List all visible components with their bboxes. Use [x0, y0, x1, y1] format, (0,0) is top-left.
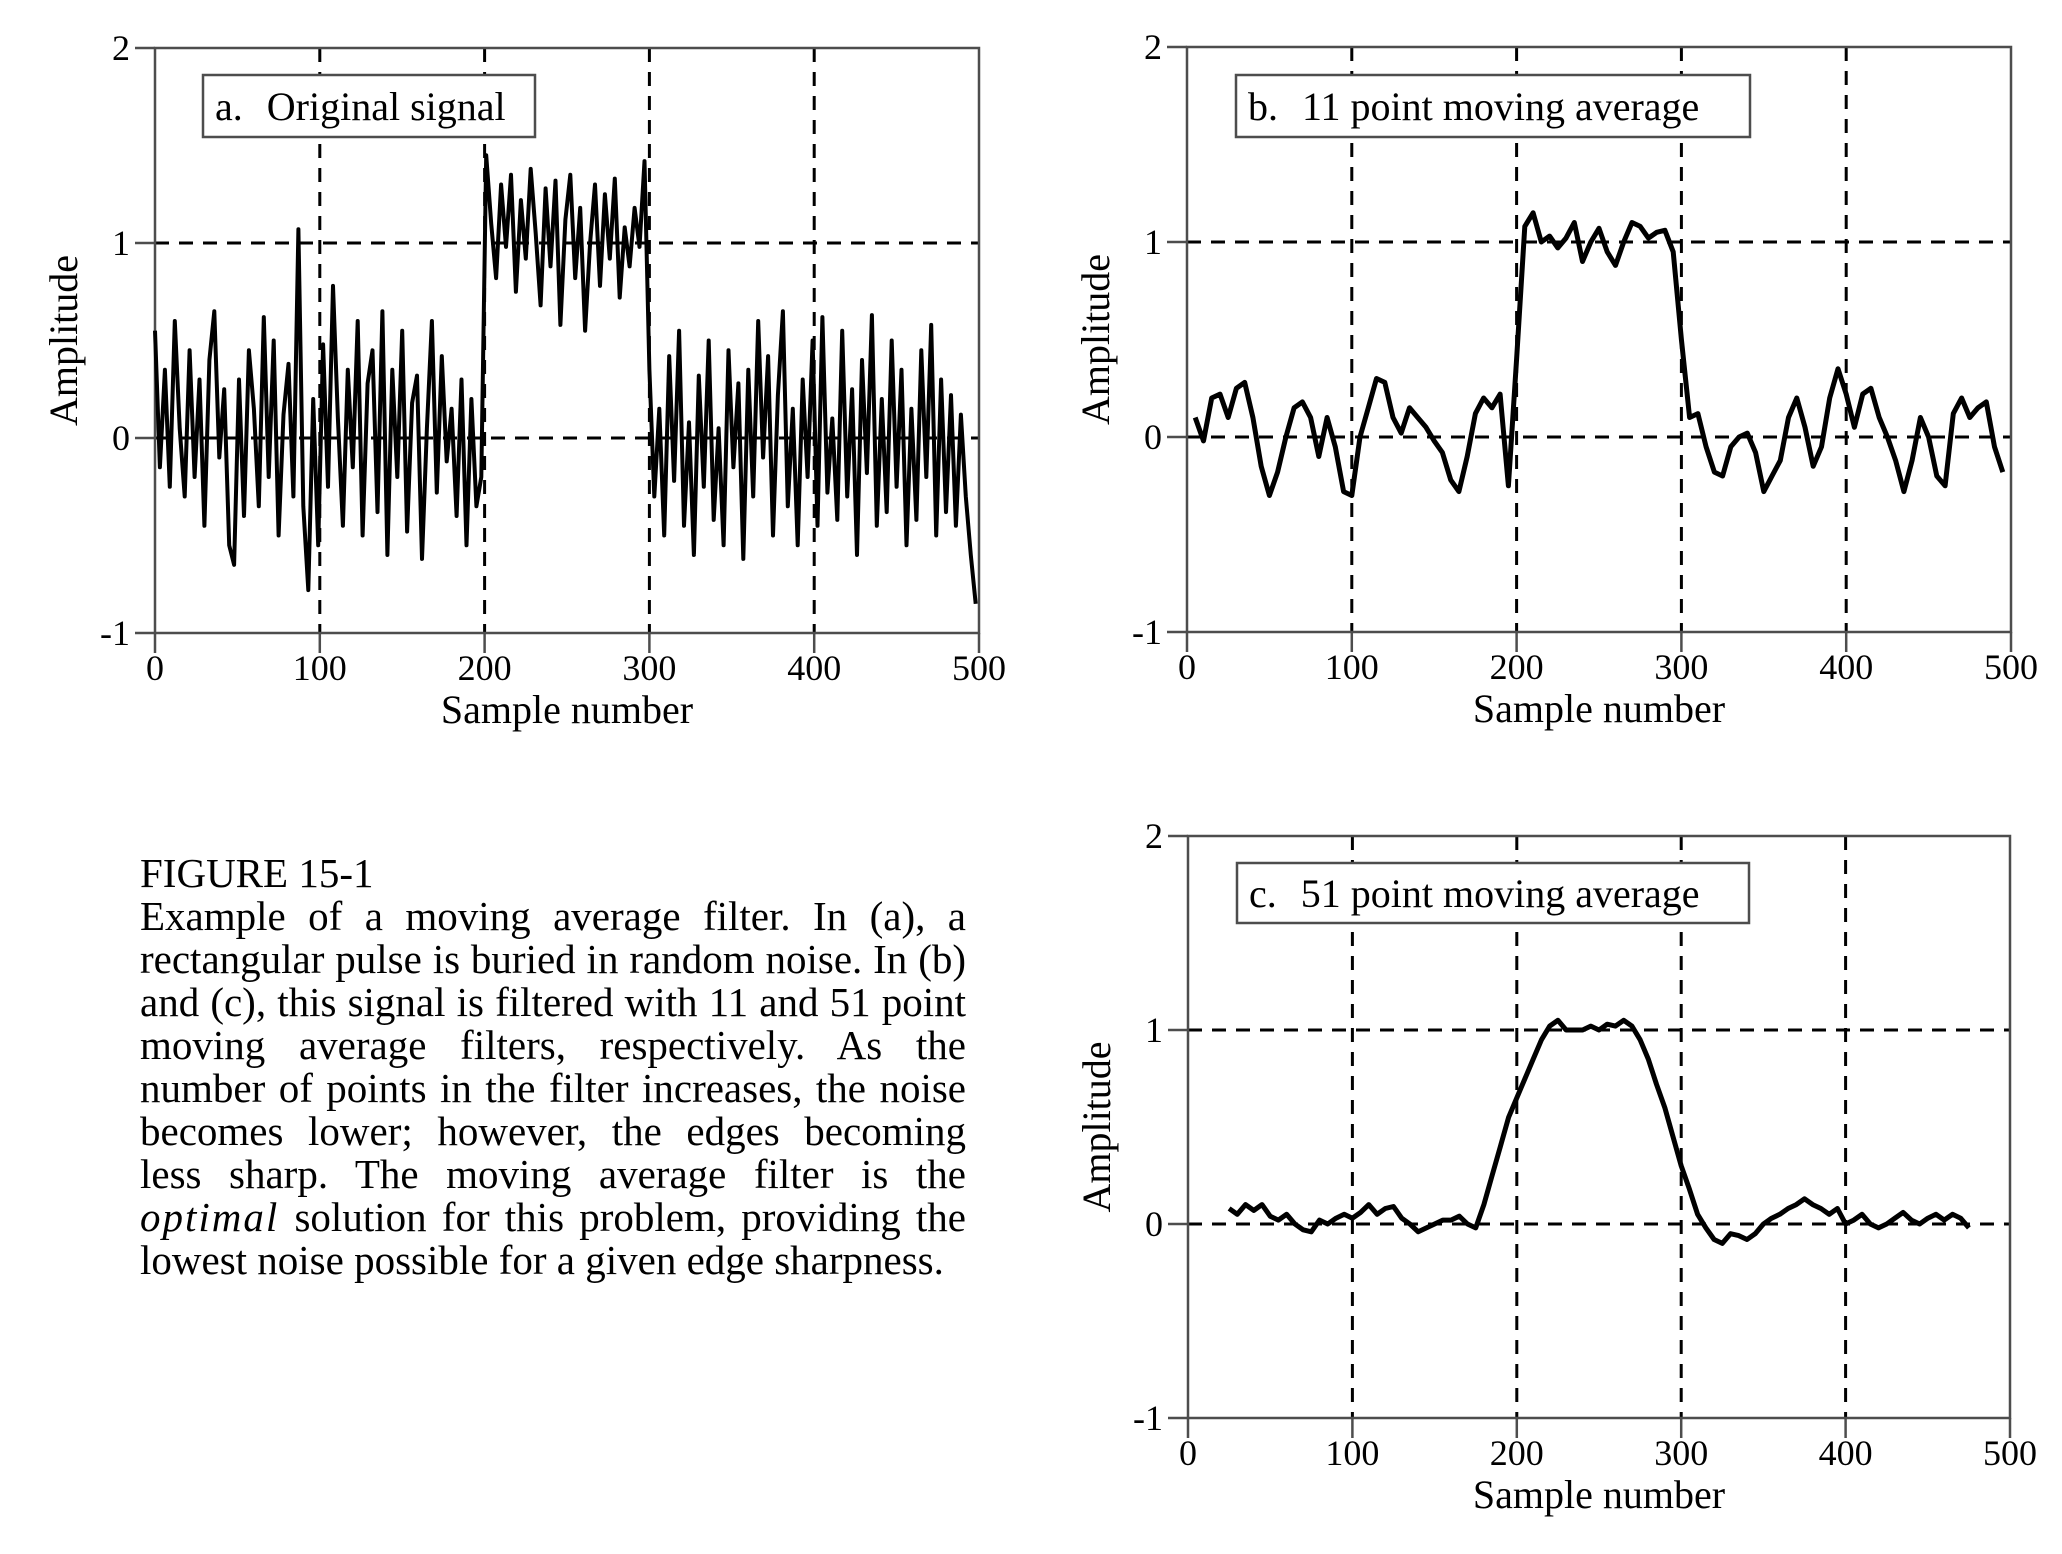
x-axis-label: Sample number [1472, 686, 1726, 731]
y-axis-label: Amplitude [1074, 1041, 1119, 1213]
figure-caption [140, 852, 966, 1282]
x-tick-label: 400 [1819, 647, 1874, 687]
x-tick-label: 100 [1325, 1433, 1380, 1473]
x-tick-label: 0 [1179, 1433, 1197, 1473]
x-tick-label: 400 [1818, 1433, 1873, 1473]
y-tick-label: -1 [100, 613, 130, 653]
chart-title-text: c. 51 point moving average [1249, 871, 1700, 916]
x-tick-label: 200 [1489, 647, 1544, 687]
x-tick-label: 200 [457, 648, 512, 688]
signal-line [1195, 213, 2003, 496]
chart-b-11-point-moving-average [1031, 0, 2062, 777]
y-tick-label: 0 [1145, 1204, 1163, 1244]
x-axis-label: Sample number [440, 687, 694, 732]
y-axis-label: Amplitude [1073, 253, 1118, 426]
x-tick-label: 300 [622, 648, 677, 688]
y-tick-label: 0 [1144, 417, 1162, 457]
x-tick-label: 300 [1654, 1433, 1709, 1473]
y-tick-label: 0 [112, 418, 130, 458]
chart-title [203, 75, 535, 137]
figure-caption-body [140, 895, 966, 1282]
y-tick-label: -1 [1132, 612, 1162, 652]
y-tick-label: 2 [1144, 27, 1162, 67]
chart-title [1237, 863, 1749, 923]
caption-text-part-1: Example of a moving average filter. In (a), a rectangular pulse is buried in random noise. In (b) and (c), this signal is filtered with 11 and 51 point moving average filters, respectively. As the number of points in the filter increases, the noise becomes lower; however, the edges becoming less sharp. The moving average filter is the [140, 893, 966, 1197]
y-tick-label: 2 [112, 28, 130, 68]
caption-italic-word: optimal [140, 1194, 280, 1240]
y-axis-label: Amplitude [41, 254, 86, 427]
y-tick-label: 1 [1144, 222, 1162, 262]
x-tick-label: 0 [1178, 647, 1196, 687]
x-tick-label: 300 [1654, 647, 1709, 687]
chart-a-original-signal [0, 0, 1031, 777]
x-tick-label: 100 [292, 648, 347, 688]
y-tick-label: 1 [1145, 1010, 1163, 1050]
x-tick-label: 100 [1324, 647, 1379, 687]
x-tick-label: 500 [952, 648, 1006, 688]
chart-title-text: a. Original signal [215, 84, 506, 129]
y-tick-label: -1 [1133, 1398, 1163, 1438]
figure-caption-title: FIGURE 15-1 [140, 850, 374, 896]
x-tick-label: 500 [1984, 647, 2038, 687]
chart-c-51-point-moving-average [1031, 777, 2062, 1554]
x-tick-label: 500 [1983, 1433, 2037, 1473]
x-axis-label: Sample number [1472, 1472, 1726, 1517]
chart-title-text: b. 11 point moving average [1248, 84, 1700, 129]
y-tick-label: 2 [1145, 816, 1163, 856]
x-tick-label: 400 [787, 648, 842, 688]
chart-title [1236, 75, 1750, 137]
x-tick-label: 200 [1489, 1433, 1544, 1473]
signal-line [155, 155, 976, 604]
y-tick-label: 1 [112, 223, 130, 263]
caption-text-part-2: solution for this problem, providing the lowest noise possible for a given edge sharpness. [140, 1194, 966, 1283]
x-tick-label: 0 [146, 648, 164, 688]
signal-line [1229, 1020, 1969, 1243]
